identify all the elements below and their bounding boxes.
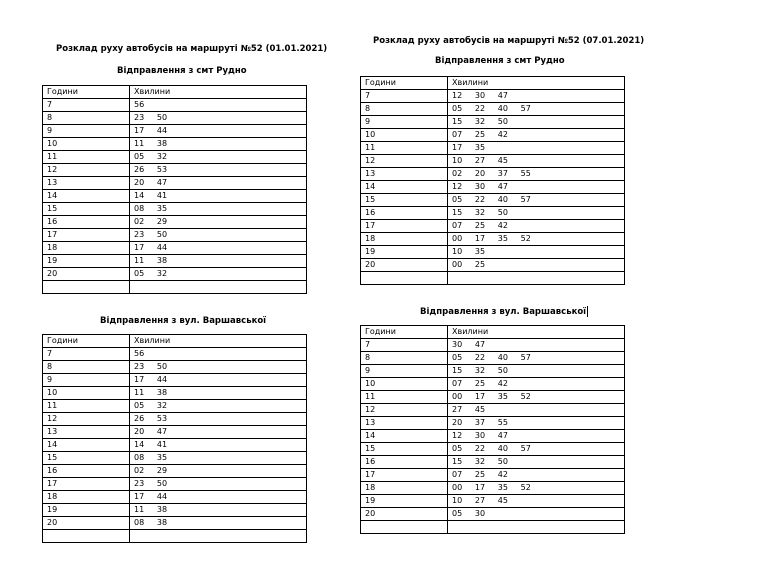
right-rudno-table [360,76,625,285]
minutes-cell: 23 50 [130,361,307,374]
left-section2-heading: Відправлення з вул. Варшавської [100,316,267,326]
table-row [361,272,625,285]
header-hours: Години [43,335,130,348]
table-row [43,177,307,190]
table-row [361,220,625,233]
hour-cell: 8 [43,361,130,374]
minutes-cell: 05 22 40 57 [448,103,625,116]
table-row [43,426,307,439]
minutes-cell: 56 [130,348,307,361]
hour-cell: 19 [361,246,448,259]
table-row [361,194,625,207]
minutes-cell: 07 25 42 [448,129,625,142]
table-row [361,482,625,495]
hour-cell: 17 [361,220,448,233]
header-minutes: Хвилини [448,77,625,90]
hour-cell: 9 [43,125,130,138]
hour-cell: 7 [43,99,130,112]
table-header-row [43,86,307,99]
hour-cell: 19 [43,504,130,517]
hour-cell: 20 [43,517,130,530]
table-row [361,495,625,508]
minutes-cell: 00 17 35 52 [448,482,625,495]
header-hours: Години [361,77,448,90]
minutes-cell: 00 17 35 52 [448,391,625,404]
hour-cell: 14 [361,430,448,443]
hour-cell: 8 [361,103,448,116]
hour-cell: 18 [361,482,448,495]
hour-cell: 13 [43,426,130,439]
hour-cell: 9 [361,365,448,378]
hour-cell: 17 [43,478,130,491]
right-section2-heading [420,306,588,318]
table-row [361,456,625,469]
hour-cell [43,530,130,543]
minutes-cell: 17 44 [130,125,307,138]
minutes-cell: 15 32 50 [448,207,625,220]
table-row [361,417,625,430]
header-minutes: Хвилини [130,86,307,99]
table-row [43,125,307,138]
table-row [361,207,625,220]
minutes-cell: 23 50 [130,112,307,125]
minutes-cell: 05 30 [448,508,625,521]
minutes-cell: 11 38 [130,255,307,268]
hour-cell: 16 [43,465,130,478]
hour-cell: 13 [361,417,448,430]
minutes-cell: 10 27 45 [448,155,625,168]
hour-cell: 7 [43,348,130,361]
hour-cell: 14 [43,439,130,452]
minutes-cell: 05 32 [130,151,307,164]
minutes-cell: 10 27 45 [448,495,625,508]
table-row [43,465,307,478]
table-row [361,246,625,259]
minutes-cell: 11 38 [130,387,307,400]
minutes-cell [448,272,625,285]
minutes-cell: 00 25 [448,259,625,272]
header-hours: Години [43,86,130,99]
table-row [43,255,307,268]
table-row [43,242,307,255]
right-varshavska-table [360,325,625,534]
minutes-cell: 11 38 [130,138,307,151]
minutes-cell: 07 25 42 [448,220,625,233]
table-row [43,491,307,504]
text-cursor [587,306,588,317]
table-row [43,504,307,517]
minutes-cell: 08 35 [130,203,307,216]
hour-cell: 17 [361,469,448,482]
table-row [361,168,625,181]
hour-cell: 11 [361,391,448,404]
hour-cell: 14 [43,190,130,203]
minutes-cell: 27 45 [448,404,625,417]
minutes-cell: 15 32 50 [448,456,625,469]
table-row [43,99,307,112]
minutes-cell: 26 53 [130,164,307,177]
hour-cell: 17 [43,229,130,242]
table-row [43,203,307,216]
table-row [361,352,625,365]
header-hours: Години [361,326,448,339]
table-row [43,530,307,543]
table-row [43,216,307,229]
hour-cell: 15 [43,203,130,216]
hour-cell: 13 [43,177,130,190]
table-row [43,164,307,177]
hour-cell: 12 [43,164,130,177]
hour-cell: 18 [361,233,448,246]
hour-cell: 14 [361,181,448,194]
left-rudno-table [42,85,307,294]
minutes-cell: 17 35 [448,142,625,155]
hour-cell: 18 [43,242,130,255]
minutes-cell: 17 44 [130,491,307,504]
hour-cell: 16 [361,207,448,220]
table-row [43,268,307,281]
hour-cell: 11 [361,142,448,155]
hour-cell: 18 [43,491,130,504]
hour-cell: 9 [43,374,130,387]
table-row [361,508,625,521]
minutes-cell: 15 32 50 [448,365,625,378]
hour-cell: 15 [361,194,448,207]
hour-cell: 20 [43,268,130,281]
minutes-cell: 15 32 50 [448,116,625,129]
hour-cell: 10 [43,387,130,400]
minutes-cell: 26 53 [130,413,307,426]
minutes-cell: 10 35 [448,246,625,259]
minutes-cell: 05 32 [130,268,307,281]
table-row [43,190,307,203]
hour-cell: 15 [361,443,448,456]
hour-cell: 12 [361,404,448,417]
hour-cell: 11 [43,151,130,164]
table-header-row [361,326,625,339]
table-row [43,452,307,465]
hour-cell: 10 [43,138,130,151]
minutes-cell [448,521,625,534]
hour-cell [43,281,130,294]
table-row [361,521,625,534]
minutes-cell: 02 20 37 55 [448,168,625,181]
minutes-cell: 23 50 [130,478,307,491]
hour-cell: 20 [361,508,448,521]
table-row [43,387,307,400]
minutes-cell: 11 38 [130,504,307,517]
minutes-cell: 17 44 [130,242,307,255]
minutes-cell: 05 32 [130,400,307,413]
table-row [43,439,307,452]
table-row [361,469,625,482]
table-row [361,233,625,246]
table-row [361,155,625,168]
table-row [361,339,625,352]
minutes-cell: 02 29 [130,465,307,478]
table-row [43,151,307,164]
table-row [43,361,307,374]
minutes-cell: 20 47 [130,426,307,439]
minutes-cell: 07 25 42 [448,378,625,391]
minutes-cell: 14 41 [130,439,307,452]
table-row [43,478,307,491]
left-varshavska-table [42,334,307,543]
table-row [361,142,625,155]
minutes-cell: 17 44 [130,374,307,387]
minutes-cell: 02 29 [130,216,307,229]
minutes-cell: 05 22 40 57 [448,194,625,207]
table-row [43,413,307,426]
minutes-cell: 30 47 [448,339,625,352]
hour-cell [361,272,448,285]
table-row [43,400,307,413]
table-row [43,229,307,242]
left-section1-heading: Відправлення з смт Рудно [117,66,247,76]
table-row [43,348,307,361]
hour-cell: 16 [361,456,448,469]
table-row [361,259,625,272]
minutes-cell: 08 35 [130,452,307,465]
hour-cell: 8 [361,352,448,365]
table-row [361,90,625,103]
hour-cell: 7 [361,90,448,103]
minutes-cell: 20 37 55 [448,417,625,430]
minutes-cell: 12 30 47 [448,181,625,194]
table-row [361,430,625,443]
table-row [361,404,625,417]
left-schedule-title: Розклад руху автобусів на маршруті №52 (01.01.2021) [56,44,328,54]
table-row [43,281,307,294]
table-row [361,443,625,456]
right-section2-heading-text: Відправлення з вул. Варшавської [420,307,587,317]
hour-cell: 9 [361,116,448,129]
table-row [361,378,625,391]
table-row [361,365,625,378]
hour-cell: 11 [43,400,130,413]
minutes-cell: 23 50 [130,229,307,242]
hour-cell: 15 [43,452,130,465]
hour-cell: 10 [361,378,448,391]
table-header-row [361,77,625,90]
right-section1-heading: Відправлення з смт Рудно [435,56,565,66]
table-row [43,138,307,151]
hour-cell: 20 [361,259,448,272]
table-row [361,116,625,129]
hour-cell: 19 [43,255,130,268]
table-row [43,374,307,387]
hour-cell: 7 [361,339,448,352]
minutes-cell: 56 [130,99,307,112]
table-row [43,517,307,530]
table-row [361,181,625,194]
minutes-cell: 14 41 [130,190,307,203]
minutes-cell [130,281,307,294]
minutes-cell: 08 38 [130,517,307,530]
minutes-cell: 05 22 40 57 [448,443,625,456]
table-header-row [43,335,307,348]
minutes-cell: 05 22 40 57 [448,352,625,365]
minutes-cell: 07 25 42 [448,469,625,482]
minutes-cell [130,530,307,543]
hour-cell: 12 [43,413,130,426]
table-row [43,112,307,125]
minutes-cell: 20 47 [130,177,307,190]
table-row [361,129,625,142]
minutes-cell: 12 30 47 [448,90,625,103]
hour-cell: 16 [43,216,130,229]
hour-cell: 8 [43,112,130,125]
minutes-cell: 12 30 47 [448,430,625,443]
hour-cell: 12 [361,155,448,168]
hour-cell [361,521,448,534]
hour-cell: 10 [361,129,448,142]
header-minutes: Хвилини [130,335,307,348]
hour-cell: 19 [361,495,448,508]
table-row [361,391,625,404]
minutes-cell: 00 17 35 52 [448,233,625,246]
right-schedule-title: Розклад руху автобусів на маршруті №52 (07.01.2021) [373,36,645,46]
hour-cell: 13 [361,168,448,181]
header-minutes: Хвилини [448,326,625,339]
table-row [361,103,625,116]
